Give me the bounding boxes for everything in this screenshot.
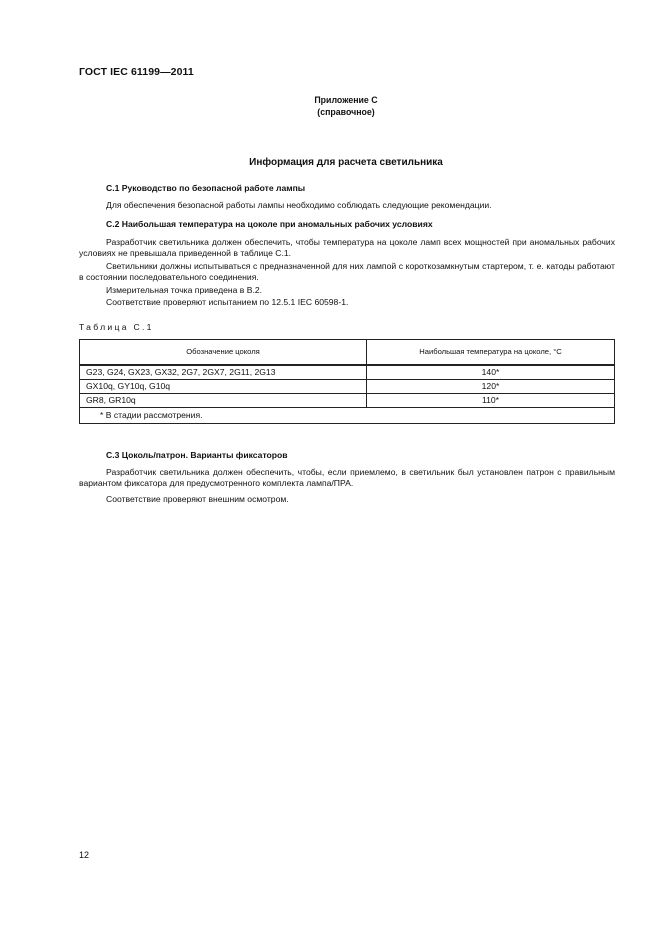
section-c1-paragraph: Для обеспечения безопасной работы лампы необходимо соблюдать следующие рекомендации.	[106, 200, 492, 210]
table-row	[80, 380, 615, 394]
section-heading-c1: С.1 Руководство по безопасной работе лампы	[106, 183, 306, 193]
document-code: ГОСТ IEC 61199—2011	[79, 66, 194, 78]
table-row	[80, 365, 615, 380]
section-c2-paragraph-3: Измерительная точка приведена в В.2.	[106, 285, 263, 295]
section-c3-paragraph-1: Разработчик светильника должен обеспечить, чтобы, если приемлемо, в светильник был установлен патрон с правильным вариантом фиксатора для предусмотренного комплекта лампа/ПРА.	[79, 467, 615, 489]
table-caption: Таблица С.1	[79, 322, 154, 332]
table-cell-base: GR8, GR10q	[80, 394, 367, 408]
table-header-row	[80, 340, 615, 366]
table-footnote: * В стадии рассмотрения.	[80, 408, 615, 424]
section-heading-c2: С.2 Наибольшая температура на цоколе при аномальных рабочих условиях	[106, 219, 433, 229]
table-cell-temperature: 110*	[367, 394, 615, 408]
section-heading-c3: С.3 Цоколь/патрон. Варианты фиксаторов	[106, 450, 288, 460]
section-c2-paragraph-2: Светильники должны испытываться с предназначенной для них лампой с короткозамкнутым стартером, т. е. катоды работают в состоянии последовательного соединения.	[79, 261, 615, 283]
table-header-cell: Обозначение цоколя	[80, 340, 367, 366]
table-cell-temperature: 140*	[367, 365, 615, 380]
section-c2-paragraph-1: Разработчик светильника должен обеспечить, чтобы температура на цоколе ламп всех мощностей при аномальных рабочих условиях не превышала приведенной в таблице С.1.	[79, 237, 615, 259]
page-title: Информация для расчета светильника	[249, 157, 443, 168]
page-number: 12	[79, 850, 90, 860]
table-cell-temperature: 120*	[367, 380, 615, 394]
table-cell-base: G23, G24, GX23, GX32, 2G7, 2GX7, 2G11, 2G13	[80, 365, 367, 380]
table-row	[80, 394, 615, 408]
table-cell-base: GX10q, GY10q, G10q	[80, 380, 367, 394]
section-c2-paragraph-4: Соответствие проверяют испытанием по 12.5.1 IEC 60598-1.	[106, 297, 349, 307]
annex-subtitle: (справочное)	[317, 107, 375, 117]
annex-title: Приложение С	[314, 95, 378, 105]
section-c3-paragraph-2: Соответствие проверяют внешним осмотром.	[106, 494, 289, 504]
table-footnote-row	[80, 408, 615, 424]
data-table	[79, 339, 615, 424]
table-header-cell: Наибольшая температура на цоколе, °С	[367, 340, 615, 366]
